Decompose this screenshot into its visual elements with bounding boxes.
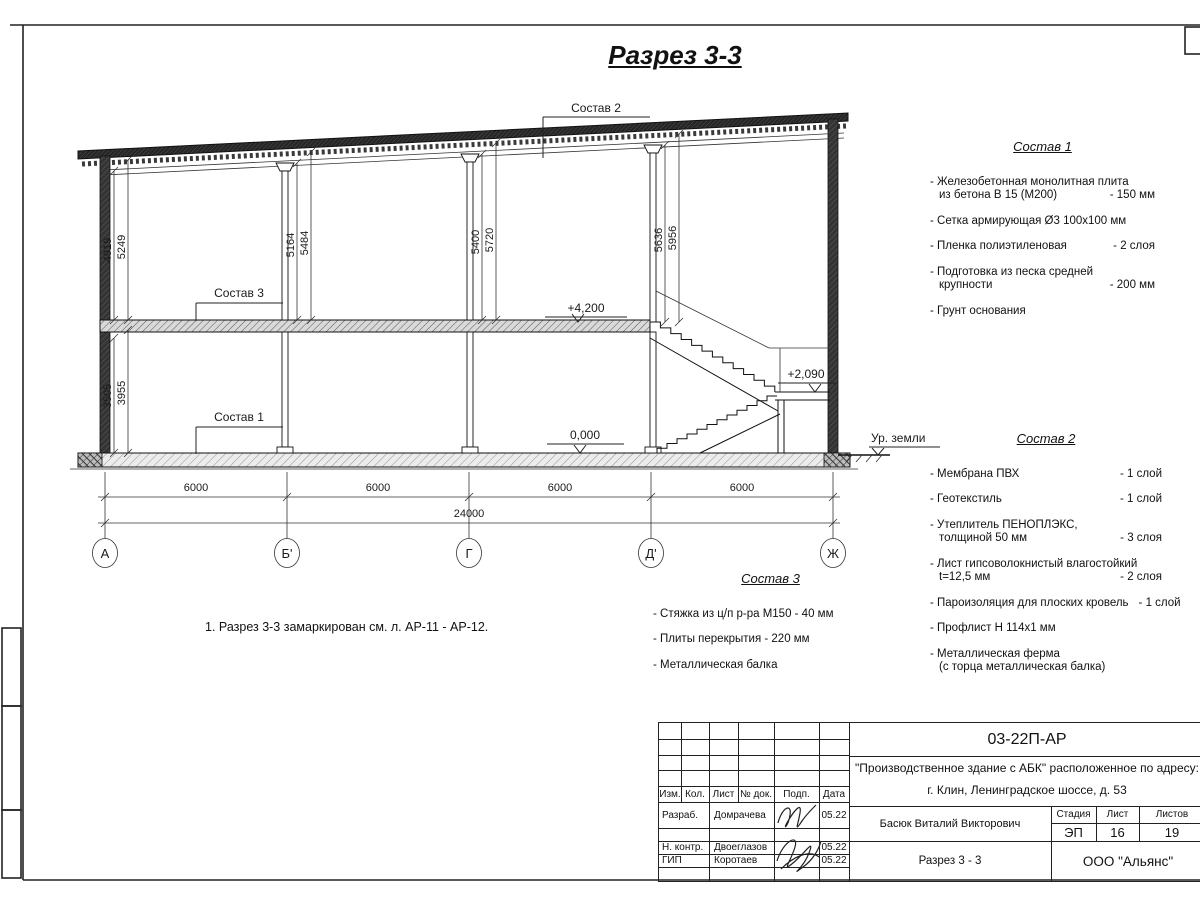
columns	[276, 145, 662, 453]
spec-title-2: Состав 2	[1016, 431, 1076, 446]
spec-line: - Плиты перекрытия - 220 мм	[653, 633, 810, 645]
bay-dim: 6000	[547, 482, 573, 494]
title-block	[658, 722, 1200, 882]
dim-label: 3505	[102, 383, 114, 409]
bay-dim: 6000	[729, 482, 755, 494]
dim-label: 5636	[653, 227, 665, 253]
column-lower	[650, 332, 656, 453]
spec-item	[930, 468, 1162, 482]
spec-item	[930, 596, 1181, 611]
tb-date: 05.22	[821, 842, 847, 853]
column-capital	[461, 154, 479, 162]
spec-item	[930, 215, 1155, 229]
tb-col-list: Лист	[712, 788, 735, 800]
spec-line: - Пароизоляция для плоских кровель - 1 слой	[930, 596, 1181, 609]
roof	[78, 113, 848, 175]
ground-slab	[70, 453, 890, 469]
spec-line: - Металлическая ферма	[930, 647, 1060, 660]
spec-line: - Металлическая балка	[653, 658, 778, 671]
total-dim: 24000	[453, 508, 485, 520]
spec-item	[930, 305, 1155, 319]
column-capital	[644, 145, 662, 153]
dim-label: 5164	[285, 232, 297, 258]
tb-sheet-value: 16	[1110, 824, 1125, 840]
spec-item	[930, 493, 1162, 507]
spec-line: - Железобетонная монолитная плита	[930, 175, 1129, 188]
axis-label-g: Г	[465, 546, 473, 561]
column-lower	[282, 332, 288, 447]
dim-label: 5400	[470, 229, 482, 255]
dim-label: 3955	[116, 380, 128, 406]
tb-line	[659, 739, 849, 740]
floor-slab	[100, 320, 650, 332]
spec-line: - Мембрана ПВХ - 1 слой	[930, 467, 1162, 480]
tb-col-podp: Подп.	[783, 788, 810, 800]
wall-right	[828, 119, 838, 453]
layer-ref-2: Состав 2	[571, 101, 621, 115]
spec-items-2	[930, 467, 1181, 675]
spec-item	[930, 622, 1162, 636]
spec-line: - Утеплитель ПЕНОПЛЭКС,	[930, 518, 1078, 531]
spec-item	[653, 659, 888, 673]
column-capital	[276, 163, 294, 171]
spec-line: - Пленка полиэтиленовая - 2 слоя	[930, 240, 1155, 252]
column-base	[277, 447, 293, 453]
tb-date: 05.22	[821, 809, 847, 821]
axis-label-b: Б'	[281, 546, 293, 561]
axis-label-a: А	[100, 546, 110, 561]
spec-title-3: Состав 3	[741, 571, 800, 586]
tb-name-domracheva: Домрачева	[714, 809, 766, 821]
tb-col-izm: Изм.	[659, 788, 681, 800]
elevation-labels	[214, 101, 925, 445]
tb-col-kol: Кол.	[685, 788, 705, 800]
spec-title-1: Состав 1	[1013, 139, 1072, 154]
drawing-title: Разрез 3-3	[608, 40, 742, 70]
tb-stage-label: Стадия	[1056, 809, 1091, 820]
spec-item	[930, 519, 1162, 546]
spec-item	[653, 633, 888, 647]
dim-label: 5249	[116, 234, 128, 260]
spec-line: - Подготовка из песка средней	[930, 265, 1094, 278]
spec-line: из бетона В 15 (М200) - 150 мм	[939, 189, 1155, 201]
tb-role-nkontr: Н. контр.	[662, 842, 704, 853]
tb-col-data: Дата	[822, 788, 846, 800]
tb-doc-number: 03-22П-АР	[987, 730, 1067, 748]
ground-level-label: Ур. земли	[871, 431, 926, 445]
tb-role-gip: ГИП	[662, 855, 682, 866]
elevation-0000-label: 0,000	[569, 428, 601, 442]
bay-dim: 6000	[183, 482, 209, 494]
tb-sheets-label: Листов	[1155, 809, 1189, 820]
tb-sheet-label: Лист	[1106, 809, 1129, 820]
elevation-4200-label: +4,200	[567, 301, 605, 315]
upper-flight-steps	[650, 322, 775, 392]
spec-item	[930, 266, 1155, 293]
tb-name-dvoeglazov: Двоеглазов	[714, 842, 768, 853]
tb-chief-name: Басюк Виталий Викторович	[879, 817, 1021, 830]
spec-line: t=12,5 мм - 2 слоя	[939, 571, 1162, 583]
dim-label: 5484	[299, 230, 311, 256]
spec-block-1	[930, 140, 1155, 330]
lower-flight-stringer	[700, 414, 780, 453]
earth-hatch	[846, 455, 882, 462]
column-base	[462, 447, 478, 453]
axis-label-d: Д'	[645, 546, 657, 561]
spec-line: - Грунт основания	[930, 304, 1026, 317]
spec-item	[653, 608, 888, 622]
note-text: 1. Разрез 3-3 замаркирован см. л. АР-11 - АР-12.	[205, 620, 489, 634]
axis-label-zh: Ж	[826, 546, 840, 561]
tb-sheets-value: 19	[1164, 824, 1180, 840]
axis-labels	[101, 546, 839, 561]
footing-left	[78, 453, 102, 467]
column-lower	[467, 332, 473, 447]
layer-ref-1: Состав 1	[214, 410, 264, 424]
tb-name-korotaev: Коротаев	[714, 855, 758, 866]
spec-item	[930, 648, 1162, 675]
tb-role-razrab: Разраб.	[662, 809, 699, 821]
tb-col-ndok: № док.	[739, 788, 773, 800]
dim-label: 5720	[484, 227, 496, 253]
spec-item	[930, 176, 1155, 203]
elevation-2090-label: +2,090	[787, 367, 825, 381]
spec-line: толщиной 50 мм - 3 слоя	[939, 532, 1162, 544]
spec-line: - Сетка армирующая Ø3 100х100 мм	[930, 214, 1127, 227]
spec-line: - Стяжка из ц/п р-ра М150 - 40 мм	[653, 607, 834, 620]
tb-sheet-title: Разрез 3 - 3	[918, 855, 982, 867]
tb-company: ООО "Альянс"	[1082, 853, 1174, 869]
spec-line: крупности - 200 мм	[939, 279, 1155, 291]
spec-block-2	[930, 431, 1181, 687]
spec-line: - Профлист Н 114х1 мм	[930, 622, 1056, 634]
dim-label: 5956	[667, 225, 679, 251]
layer-ref-3: Состав 3	[214, 286, 264, 300]
upper-flight-stringer	[650, 338, 778, 411]
spec-line: - Геотекстиль - 1 слой	[930, 493, 1162, 505]
bay-dim: 6000	[365, 482, 391, 494]
corner-box	[1185, 27, 1200, 54]
spec-line: (с торца металлическая балка)	[939, 661, 1106, 673]
tb-line	[659, 755, 849, 756]
spec-item	[930, 558, 1162, 585]
tb-stage-value: ЭП	[1064, 824, 1083, 840]
tb-object-line2: г. Клин, Ленинградское шоссе, д. 53	[927, 783, 1127, 797]
spec-line: - Лист гипсоволокнистый влагостойкий	[930, 557, 1138, 570]
vertical-dimensions	[110, 130, 683, 457]
tb-date: 05.22	[821, 855, 847, 866]
spec-items-3	[653, 608, 888, 673]
spec-item	[930, 240, 1155, 254]
spec-items-1	[930, 176, 1155, 319]
filing-box	[2, 628, 21, 706]
filing-box	[2, 810, 21, 878]
signature	[769, 827, 825, 877]
tb-object-line1: "Производственное здание с АБК" расположенное по адресу:	[855, 761, 1199, 775]
filing-box	[2, 706, 21, 810]
spec-block-3	[653, 572, 888, 684]
tb-line	[659, 770, 849, 771]
dim-label: 4919	[102, 237, 114, 263]
